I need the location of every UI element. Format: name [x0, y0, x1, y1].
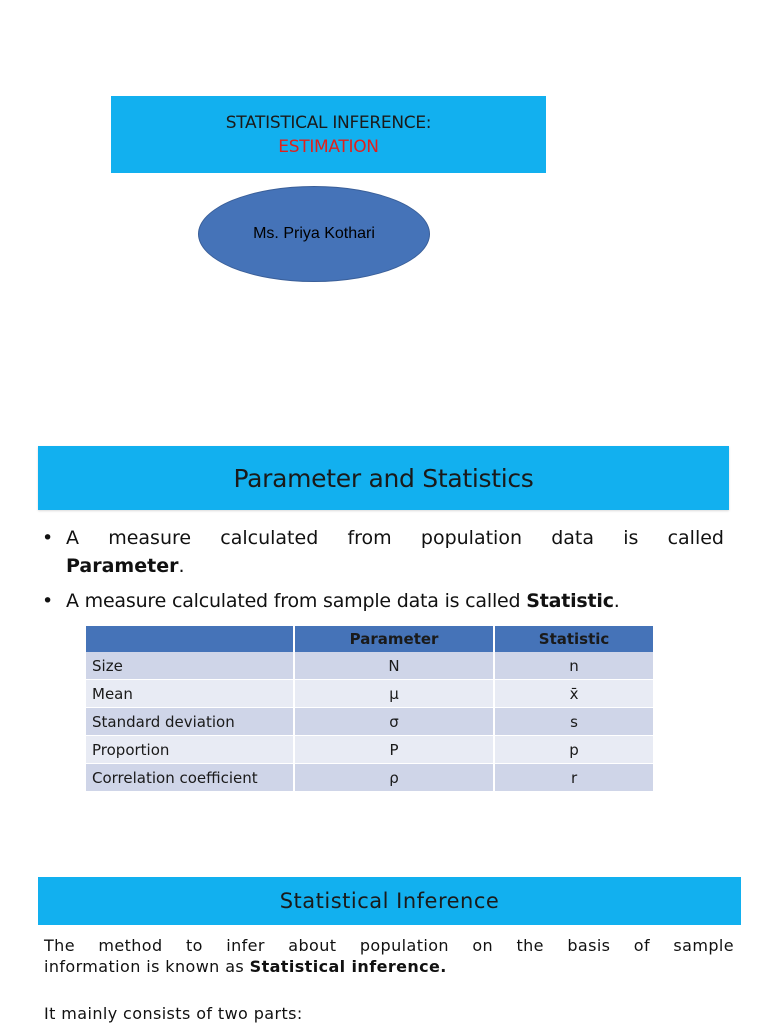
word: A [66, 527, 79, 549]
word: about [288, 936, 337, 955]
table-cell: Correlation coefficient [86, 764, 294, 792]
word: data [551, 527, 594, 549]
table-row [86, 652, 654, 680]
word: infer [226, 936, 265, 955]
table-cell: Mean [86, 680, 294, 708]
bullet-parameter: • A measure calculated from population data is called Parameter. [42, 524, 724, 580]
bold-term: Statistic [526, 590, 614, 612]
bullet-icon: • [42, 590, 54, 612]
table-cell: Standard deviation [86, 708, 294, 736]
table-cell: p [494, 736, 654, 764]
bullet-icon: • [42, 527, 54, 549]
word: to [185, 936, 203, 955]
word: sample [673, 936, 734, 955]
title-banner [111, 96, 546, 173]
word: The [44, 936, 75, 955]
presentation-subtitle: ESTIMATION [278, 136, 379, 157]
word: from [347, 527, 392, 549]
table-cell: Size [86, 652, 294, 680]
word: method [98, 936, 163, 955]
table-header [86, 626, 294, 652]
table-cell: ρ [294, 764, 494, 792]
slide-banner-parameter-statistics [38, 446, 729, 510]
table-row [86, 764, 654, 792]
bold-term: Statistical inference. [249, 957, 447, 976]
word: on [472, 936, 494, 955]
word: basis [567, 936, 611, 955]
table-row [86, 708, 654, 736]
table-cell: P [294, 736, 494, 764]
table-cell: N [294, 652, 494, 680]
word: population [359, 936, 449, 955]
bullet-statistic: • A measure calculated from sample data is called Statistic. [42, 587, 724, 615]
slide-title: Statistical Inference [279, 889, 500, 913]
table-cell: σ [294, 708, 494, 736]
author-oval [198, 186, 430, 282]
table-header-row [86, 626, 654, 652]
word: of [633, 936, 651, 955]
word: measure [108, 527, 192, 549]
table-row [86, 736, 654, 764]
table-cell: n [494, 652, 654, 680]
bold-term: Parameter [66, 555, 179, 577]
author-name: Ms. Priya Kothari [253, 225, 375, 242]
word: the [516, 936, 544, 955]
table-header: Parameter [294, 626, 494, 652]
table-cell: s [494, 708, 654, 736]
word: called [667, 527, 724, 549]
table-cell: Proportion [86, 736, 294, 764]
bullet-line [66, 524, 724, 552]
table-header: Statistic [494, 626, 654, 652]
slide-banner-statistical-inference [38, 877, 741, 925]
presentation-title: STATISTICAL INFERENCE: [225, 112, 432, 133]
table-cell: μ [294, 680, 494, 708]
word: is [623, 527, 639, 549]
slide-title: Parameter and Statistics [233, 463, 534, 493]
definition-paragraph: The method to infer about population on the basis of sample information is known as Statistical inference. [44, 936, 734, 976]
paragraph-line [44, 935, 734, 956]
word: population [420, 527, 522, 549]
parameter-statistic-table [86, 626, 655, 792]
word: calculated [220, 527, 319, 549]
table-cell: r [494, 764, 654, 792]
parts-intro: It mainly consists of two parts: [44, 1004, 303, 1023]
table-cell: x̄ [494, 680, 654, 708]
table-row [86, 680, 654, 708]
